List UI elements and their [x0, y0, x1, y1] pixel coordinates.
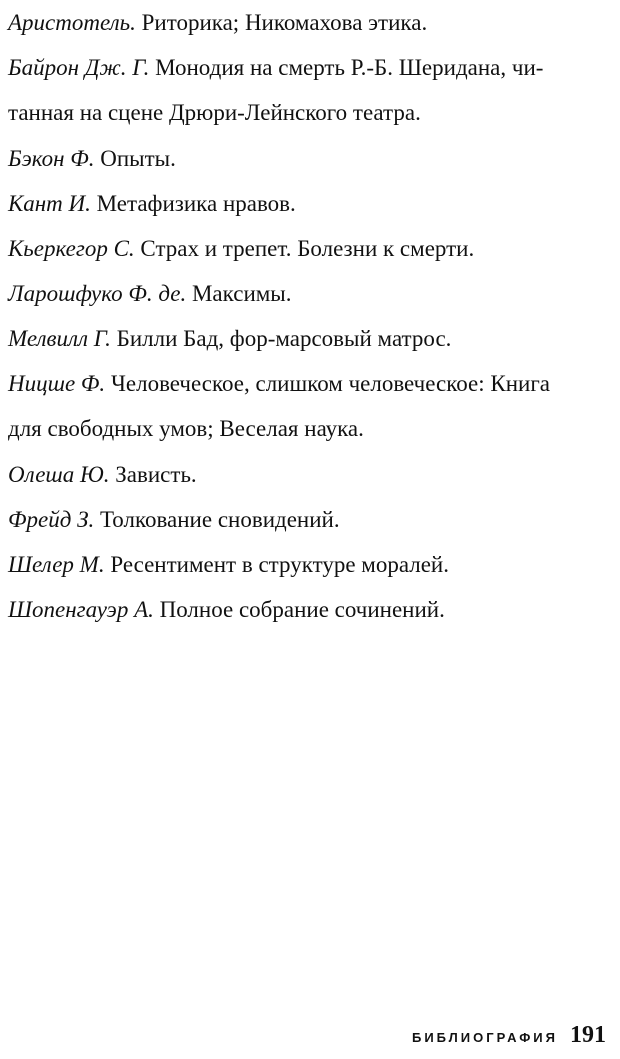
entry-title: Метафизика нравов.: [90, 191, 296, 216]
entry-author: Фрейд З.: [8, 507, 95, 532]
bibliography-entry: [8, 226, 608, 271]
page-number: 191: [570, 1022, 606, 1048]
entry-title: Монодия на смерть Р.-Б. Шеридана, чи-: [149, 55, 544, 80]
bibliography-entry: [8, 497, 608, 542]
entry-author: Олеша Ю.: [8, 462, 110, 487]
entry-title: Риторика; Никомахова этика.: [135, 10, 428, 35]
entry-author: Мелвилл Г.: [8, 326, 111, 351]
bibliography-entry-continuation: для свободных умов; Веселая наука.: [8, 416, 364, 441]
bibliography-entry: [8, 542, 608, 587]
bibliography-entry: [8, 45, 608, 90]
bibliography-entry: [8, 271, 608, 316]
entry-title: Толкование сновидений.: [94, 507, 340, 532]
bibliography-list: [8, 0, 608, 632]
entry-author: Байрон Дж. Г.: [8, 55, 150, 80]
entry-author: Бэкон Ф.: [8, 146, 95, 171]
entry-title: Страх и трепет. Болезни к смерти.: [134, 236, 475, 261]
bibliography-entry: [8, 0, 608, 45]
entry-author: Ницше Ф.: [8, 371, 106, 396]
bibliography-entry: [8, 587, 608, 632]
entry-title: Зависть.: [109, 462, 197, 487]
section-label: БИБЛИОГРАФИЯ: [411, 1030, 558, 1045]
bibliography-entry: [8, 452, 608, 497]
bibliography-entry: [8, 136, 608, 181]
entry-title: Опыты.: [94, 146, 176, 171]
entry-title: Максимы.: [186, 281, 292, 306]
entry-author: Аристотель.: [8, 10, 136, 35]
entry-title: Билли Бад, фор-марсовый матрос.: [110, 326, 452, 351]
entry-author: Шелер М.: [8, 552, 105, 577]
entry-author: Кьеркегор С.: [8, 236, 135, 261]
page-footer: [412, 1020, 606, 1050]
bibliography-entry: [8, 361, 608, 406]
entry-author: Кант И.: [8, 191, 91, 216]
entry-author: Ларошфуко Ф. де.: [8, 281, 187, 306]
entry-author: Шопенгауэр А.: [8, 597, 154, 622]
bibliography-entry-continuation: танная на сцене Дрюри-Лейнского театра.: [8, 100, 421, 125]
entry-title: Полное собрание сочинений.: [153, 597, 445, 622]
entry-title: Человеческое, слишком человеческое: Книга: [105, 371, 550, 396]
bibliography-entry: [8, 316, 608, 361]
entry-title: Ресентимент в структуре моралей.: [104, 552, 449, 577]
bibliography-entry: [8, 181, 608, 226]
